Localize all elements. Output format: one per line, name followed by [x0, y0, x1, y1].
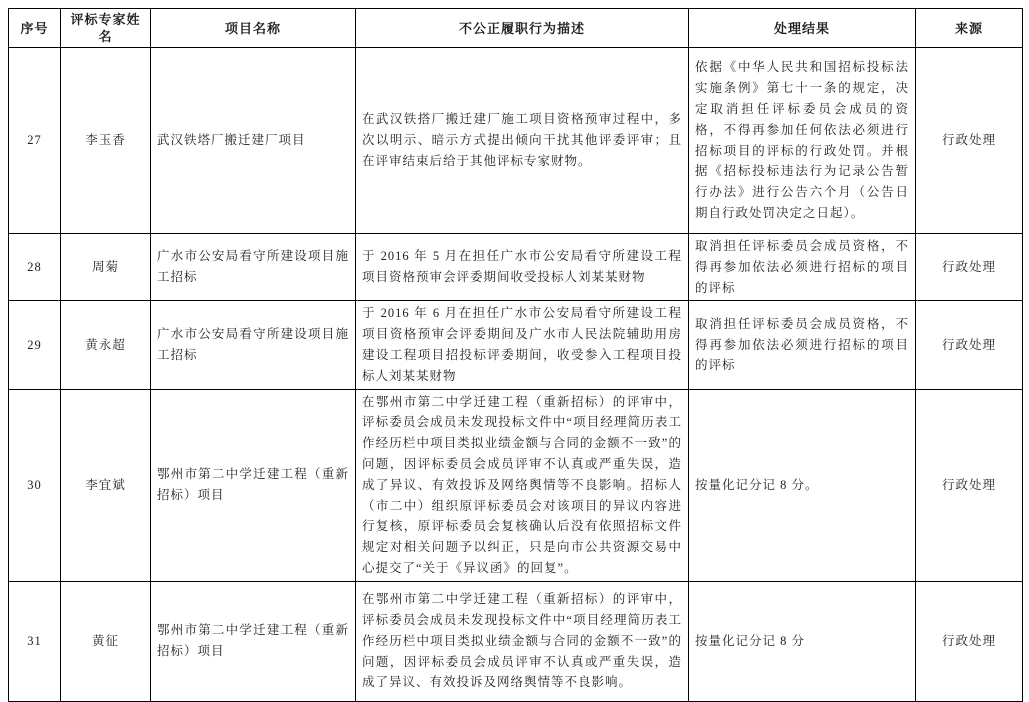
cell-description: 在鄂州市第二中学迁建工程（重新招标）的评审中，评标委员会成员未发现投标文件中“项目经理简历表工作经历栏中项目类拟业绩金额与合同的金额不一致”的问题，因评标委员会成员评审不认真或严重失误，造成了异议、有效投诉及网络舆情等不良影响。招标人（市二中）组织原评标委员会对该项目的异议内容进行复核，原评标委员会复核确认后没有依照招标文件规定对相关问题予以纠正，只是向市公共资源交易中心提交了“关于《异议函》的回复”。 — [356, 389, 689, 581]
table-row — [9, 48, 1023, 234]
column-header-source: 来源 — [916, 9, 1023, 48]
cell-project: 鄂州市第二中学迁建工程（重新招标）项目 — [151, 581, 356, 701]
cell-project: 广水市公安局看守所建设项目施工招标 — [151, 301, 356, 389]
cell-source: 行政处理 — [916, 234, 1023, 301]
cell-project: 武汉铁塔厂搬迁建厂项目 — [151, 48, 356, 234]
column-header-project: 项目名称 — [151, 9, 356, 48]
cell-result: 按量化记分记 8 分 — [689, 581, 916, 701]
cell-no: 27 — [9, 48, 61, 234]
cell-description: 于 2016 年 5 月在担任广水市公安局看守所建设工程项目资格预审会评委期间收受投标人刘某某财物 — [356, 234, 689, 301]
column-header-result: 处理结果 — [689, 9, 916, 48]
table-row — [9, 234, 1023, 301]
cell-no: 31 — [9, 581, 61, 701]
table-header-row — [9, 9, 1023, 48]
cell-project: 鄂州市第二中学迁建工程（重新招标）项目 — [151, 389, 356, 581]
cell-description: 在武汉铁搭厂搬迁建厂施工项目资格预审过程中，多次以明示、暗示方式提出倾向干扰其他评委评审；且在评审结束后给于其他评标专家财物。 — [356, 48, 689, 234]
cell-description: 在鄂州市第二中学迁建工程（重新招标）的评审中，评标委员会成员未发现投标文件中“项目经理简历表工作经历栏中项目类拟业绩金额与合同的金额不一致”的问题，因评标委员会成员评审不认真或严重失误，造成了异议、有效投诉及网络舆情等不良影响。 — [356, 581, 689, 701]
cell-result: 取消担任评标委员会成员资格，不得再参加依法必须进行招标的项目的评标 — [689, 301, 916, 389]
cell-source: 行政处理 — [916, 389, 1023, 581]
cell-no: 28 — [9, 234, 61, 301]
column-header-description: 不公正履职行为描述 — [356, 9, 689, 48]
table-row — [9, 581, 1023, 701]
cell-no: 29 — [9, 301, 61, 389]
cell-description: 于 2016 年 6 月在担任广水市公安局看守所建设工程项目资格预审会评委期间及广水市人民法院辅助用房建设工程项目招投标评委期间，收受参入工程项目投标人刘某某财物 — [356, 301, 689, 389]
cell-source: 行政处理 — [916, 48, 1023, 234]
cell-source: 行政处理 — [916, 581, 1023, 701]
column-header-no: 序号 — [9, 9, 61, 48]
cell-name: 李玉香 — [61, 48, 151, 234]
expert-penalty-table — [8, 8, 1023, 702]
cell-result: 依据《中华人民共和国招标投标法实施条例》第七十一条的规定，决定取消担任评标委员会成员的资格，不得再参加任何依法必须进行招标项目的评标的行政处罚。并根据《招标投标违法行为记录公告暂行办法》进行公告六个月（公告日期自行政处罚决定之日起）。 — [689, 48, 916, 234]
cell-result: 取消担任评标委员会成员资格，不得再参加依法必须进行招标的项目的评标 — [689, 234, 916, 301]
cell-no: 30 — [9, 389, 61, 581]
cell-name: 李宜斌 — [61, 389, 151, 581]
cell-result: 按量化记分记 8 分。 — [689, 389, 916, 581]
cell-name: 黄永超 — [61, 301, 151, 389]
cell-project: 广水市公安局看守所建设项目施工招标 — [151, 234, 356, 301]
table-row — [9, 301, 1023, 389]
column-header-name: 评标专家姓名 — [61, 9, 151, 48]
cell-name: 周菊 — [61, 234, 151, 301]
cell-name: 黄征 — [61, 581, 151, 701]
cell-source: 行政处理 — [916, 301, 1023, 389]
table-row — [9, 389, 1023, 581]
